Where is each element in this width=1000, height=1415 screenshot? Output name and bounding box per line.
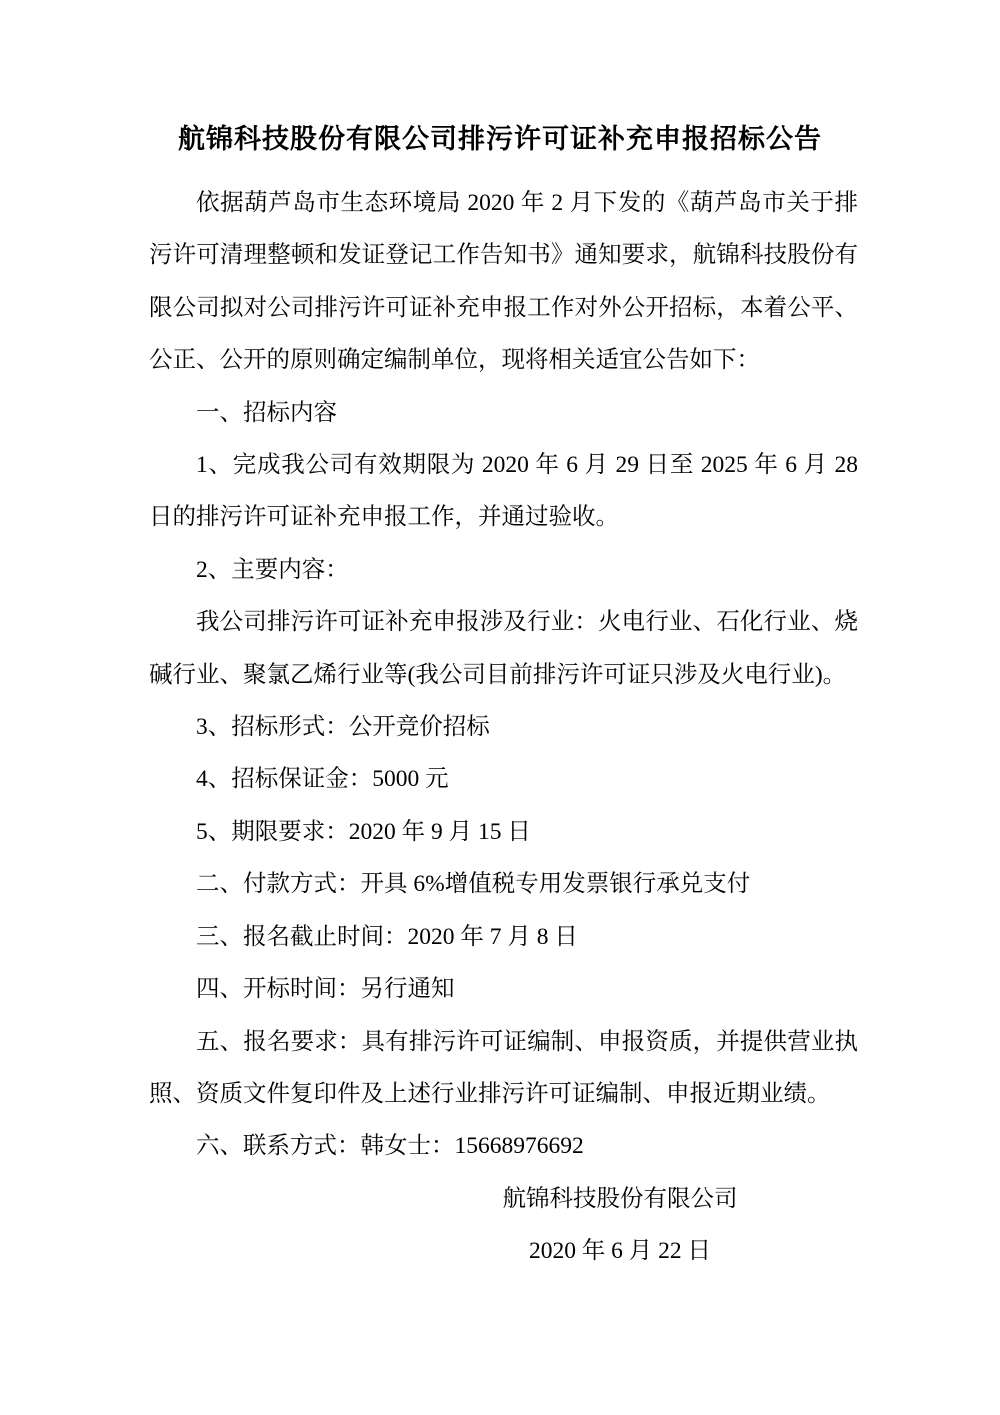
item-3-paragraph: 3、招标形式：公开竞价招标 — [196, 714, 490, 741]
section-5-requirements: 五、报名要求：具有排污许可证编制、申报资质，并提供营业执照、资质文件复印件及上述行业排污许可证编制、申报近期业绩。 — [149, 1028, 858, 1107]
item-2-heading: 2、主要内容： — [196, 556, 349, 583]
item-2-detail: 我公司排污许可证补充申报涉及行业：火电行业、石化行业、烧碱行业、聚氯乙烯行业等(我公司目前排污许可证只涉及火电行业)。 — [149, 609, 858, 688]
item-5-paragraph: 5、期限要求：2020 年 9 月 15 日 — [196, 818, 531, 845]
signature-company: 航锦科技股份有限公司 — [502, 1185, 738, 1212]
section-4-opening-time: 四、开标时间：另行通知 — [196, 976, 455, 1003]
signature-date: 2020 年 6 月 22 日 — [528, 1238, 712, 1265]
section-2-payment: 二、付款方式：开具 6%增值税专用发票银行承兑支付 — [196, 871, 751, 898]
document-title: 航锦科技股份有限公司排污许可证补充申报招标公告 — [178, 124, 822, 154]
section-3-deadline: 三、报名截止时间：2020 年 7 月 8 日 — [196, 923, 578, 950]
document-body — [149, 177, 858, 1278]
item-1-paragraph: 1、完成我公司有效期限为 2020 年 6 月 29 日至 2025 年 6 月 28 日的排污许可证补充申报工作，并通过验收。 — [149, 452, 858, 531]
section-6-contact: 六、联系方式：韩女士：15668976692 — [196, 1133, 584, 1160]
intro-paragraph: 依据葫芦岛市生态环境局 2020 年 2 月下发的《葫芦岛市关于排污许可清理整顿和发证登记工作告知书》通知要求，航锦科技股份有限公司拟对公司排污许可证补充申报工作对外公开招标，本着公平、公正、公开的原则确定编制单位，现将相关适宜公告如下： — [149, 190, 858, 374]
item-4-paragraph: 4、招标保证金：5000 元 — [196, 766, 449, 793]
signature-block — [460, 1173, 780, 1278]
section-1-heading: 一、招标内容 — [196, 399, 337, 426]
